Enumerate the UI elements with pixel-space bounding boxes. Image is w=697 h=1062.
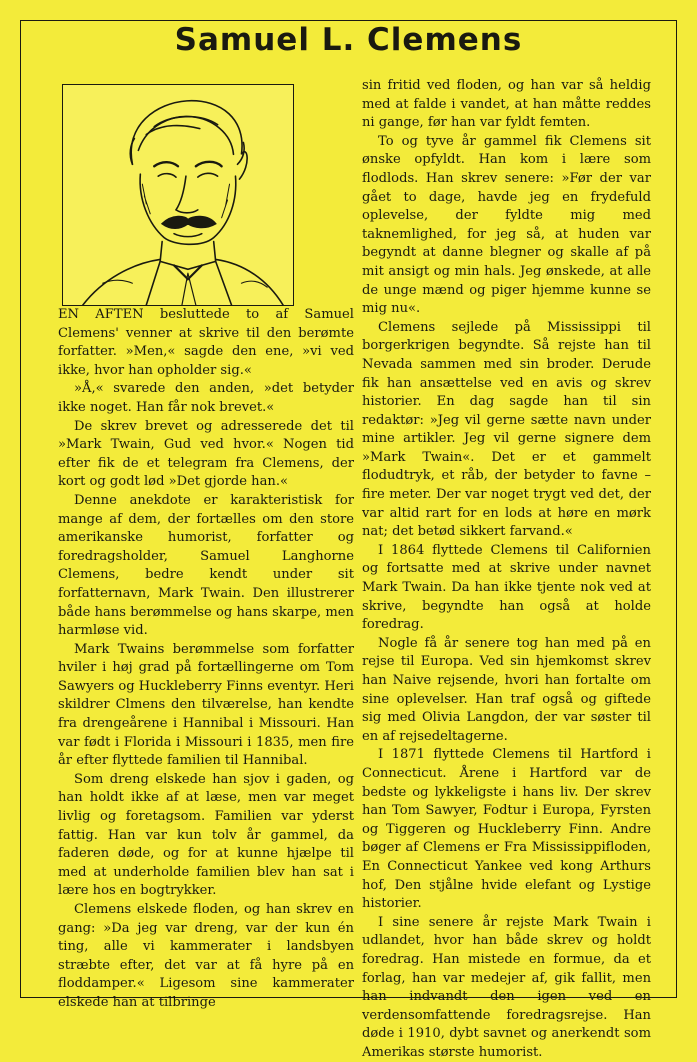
paragraph: Som dreng elskede han sjov i gaden, og han holdt ikke af at læse, men var meget livlig og foretagsom. Familien var yderst fattig. Han var kun tolv år gammel, da faderen døde, og for at kunne hjælpe til med at underholde familien blev han sat i lære hos en bogtrykker. bbox=[58, 771, 354, 899]
paragraph: Clemens sejlede på Mississippi til borgerkrigen begyndte. Så rejste han til Nevada sammen med sin broder. Derude fik han ansættelse ved en avis og skrev historier. En dag sagde han til sin redaktør: »Jeg vil gerne sætte navn under mine artikler. Jeg vil gerne signere dem »Mark Twain«. Det er et gammelt flodudtryk, et råb, der betyder to favne – fire meter. Der var noget trygt ved det, der var altid rart for en lods at høre en mørk nat; det betød sikkert farvand.« bbox=[362, 319, 651, 540]
paragraph: EN AFTEN besluttede to af Samuel Clemens' venner at skrive til den berømte forfatter. »Men,« sagde den ene, »vi ved ikke, hvor han opholder sig.« bbox=[58, 307, 354, 378]
text-column-right bbox=[362, 77, 651, 1062]
paragraph: De skrev brevet og adresserede det til »Mark Twain, Gud ved hvor.« Nogen tid efter fik de et telegram fra Clemens, der kort og godt lød »Det gjorde han.« bbox=[58, 418, 354, 490]
paragraph: To og tyve år gammel fik Clemens sit ønske opfyldt. Han kom i lære som flodlods. Han skrev senere: »Før der var gået to dage, havde jeg en frydefuld oplevelse, der fyldte mig med taknemlighed, for jeg så, at huden var begyndt at danne blegner og skalle af på mit ansigt og min hals. Jeg ønskede, at alle de unge mænd og piger hjemme kunne se mig nu«. bbox=[362, 133, 651, 317]
paragraph: Nogle få år senere tog han med på en rejse til Europa. Ved sin hjemkomst skrev han Naive rejsende, hvori han fortalte om sine oplevelser. Han traf også og giftede sig med Olivia Langdon, der var søster til en af rejsedeltagerne. bbox=[362, 635, 651, 744]
page-title: Samuel L. Clemens bbox=[174, 22, 523, 58]
paragraph: I 1864 flyttede Clemens til Californien og fortsatte med at skrive under navnet Mark Twain. Da han ikke tjente nok ved at skrive, begyndte han også at holde foredrag. bbox=[362, 542, 651, 633]
paragraph: Mark Twains berømmelse som forfatter hviler i høj grad på fortællingerne om Tom Sawyers og Huckleberry Finns eventyr. Heri skildrer Clmens den tilværelse, han kendte fra drengeårene i Hannibal i Missouri. Han var født i Florida i Missouri i 1835, men fire år efter flyttede familien til Hannibal. bbox=[58, 641, 354, 769]
paragraph: »Å,« svarede den anden, »det betyder ikke noget. Han får nok brevet.« bbox=[58, 381, 354, 415]
portrait-illustration bbox=[62, 84, 294, 306]
paragraph: sin fritid ved floden, og han var så heldig med at falde i vandet, at han måtte reddes ni gange, før han var fyldt femten. bbox=[362, 78, 651, 131]
paragraph: Denne anekdote er karakteristisk for mange af dem, der fortælles om den store amerikanske humorist, forfatter og foredragsholder, Samuel Langhorne Clemens, bedre kendt under sit forfatternavn, Mark Twain. Den illustrerer både hans berømmelse og hans skarpe, men harmløse vid. bbox=[58, 492, 354, 639]
paragraph: I 1871 flyttede Clemens til Hartford i Connecticut. Årene i Hartford var de bedste og lykkeligste i hans liv. Der skrev han Tom Sawyer, Fodtur i Europa, Fyrsten og Tiggeren og Huckleberry Finn. Andre bøger af Clemens er Fra Mississippifloden, En Connecticut Yankee ved kong Arthurs hof, Den stjålne hvide elefant og Lystige historier. bbox=[362, 747, 651, 912]
paragraph: Clemens elskede floden, og han skrev en gang: »Da jeg var dreng, var der kun én ting, alle vi kammerater i landsbyen stræbte efter, det var at få hyre på en floddamper.« Ligesom sine kammerater elskede han at tilbringe bbox=[58, 902, 354, 1010]
text-column-left bbox=[58, 306, 354, 1013]
paragraph: I sine senere år rejste Mark Twain i udlandet, hvor han både skrev og holdt foredrag. Han mistede en formue, da et forlag, han var medejer af, gik fallit, men han indvandt den igen ved en verdensomfattende foredragsrejse. Han døde i 1910, dybt savnet og anerkendt som Amerikas største humorist. bbox=[362, 914, 651, 1060]
